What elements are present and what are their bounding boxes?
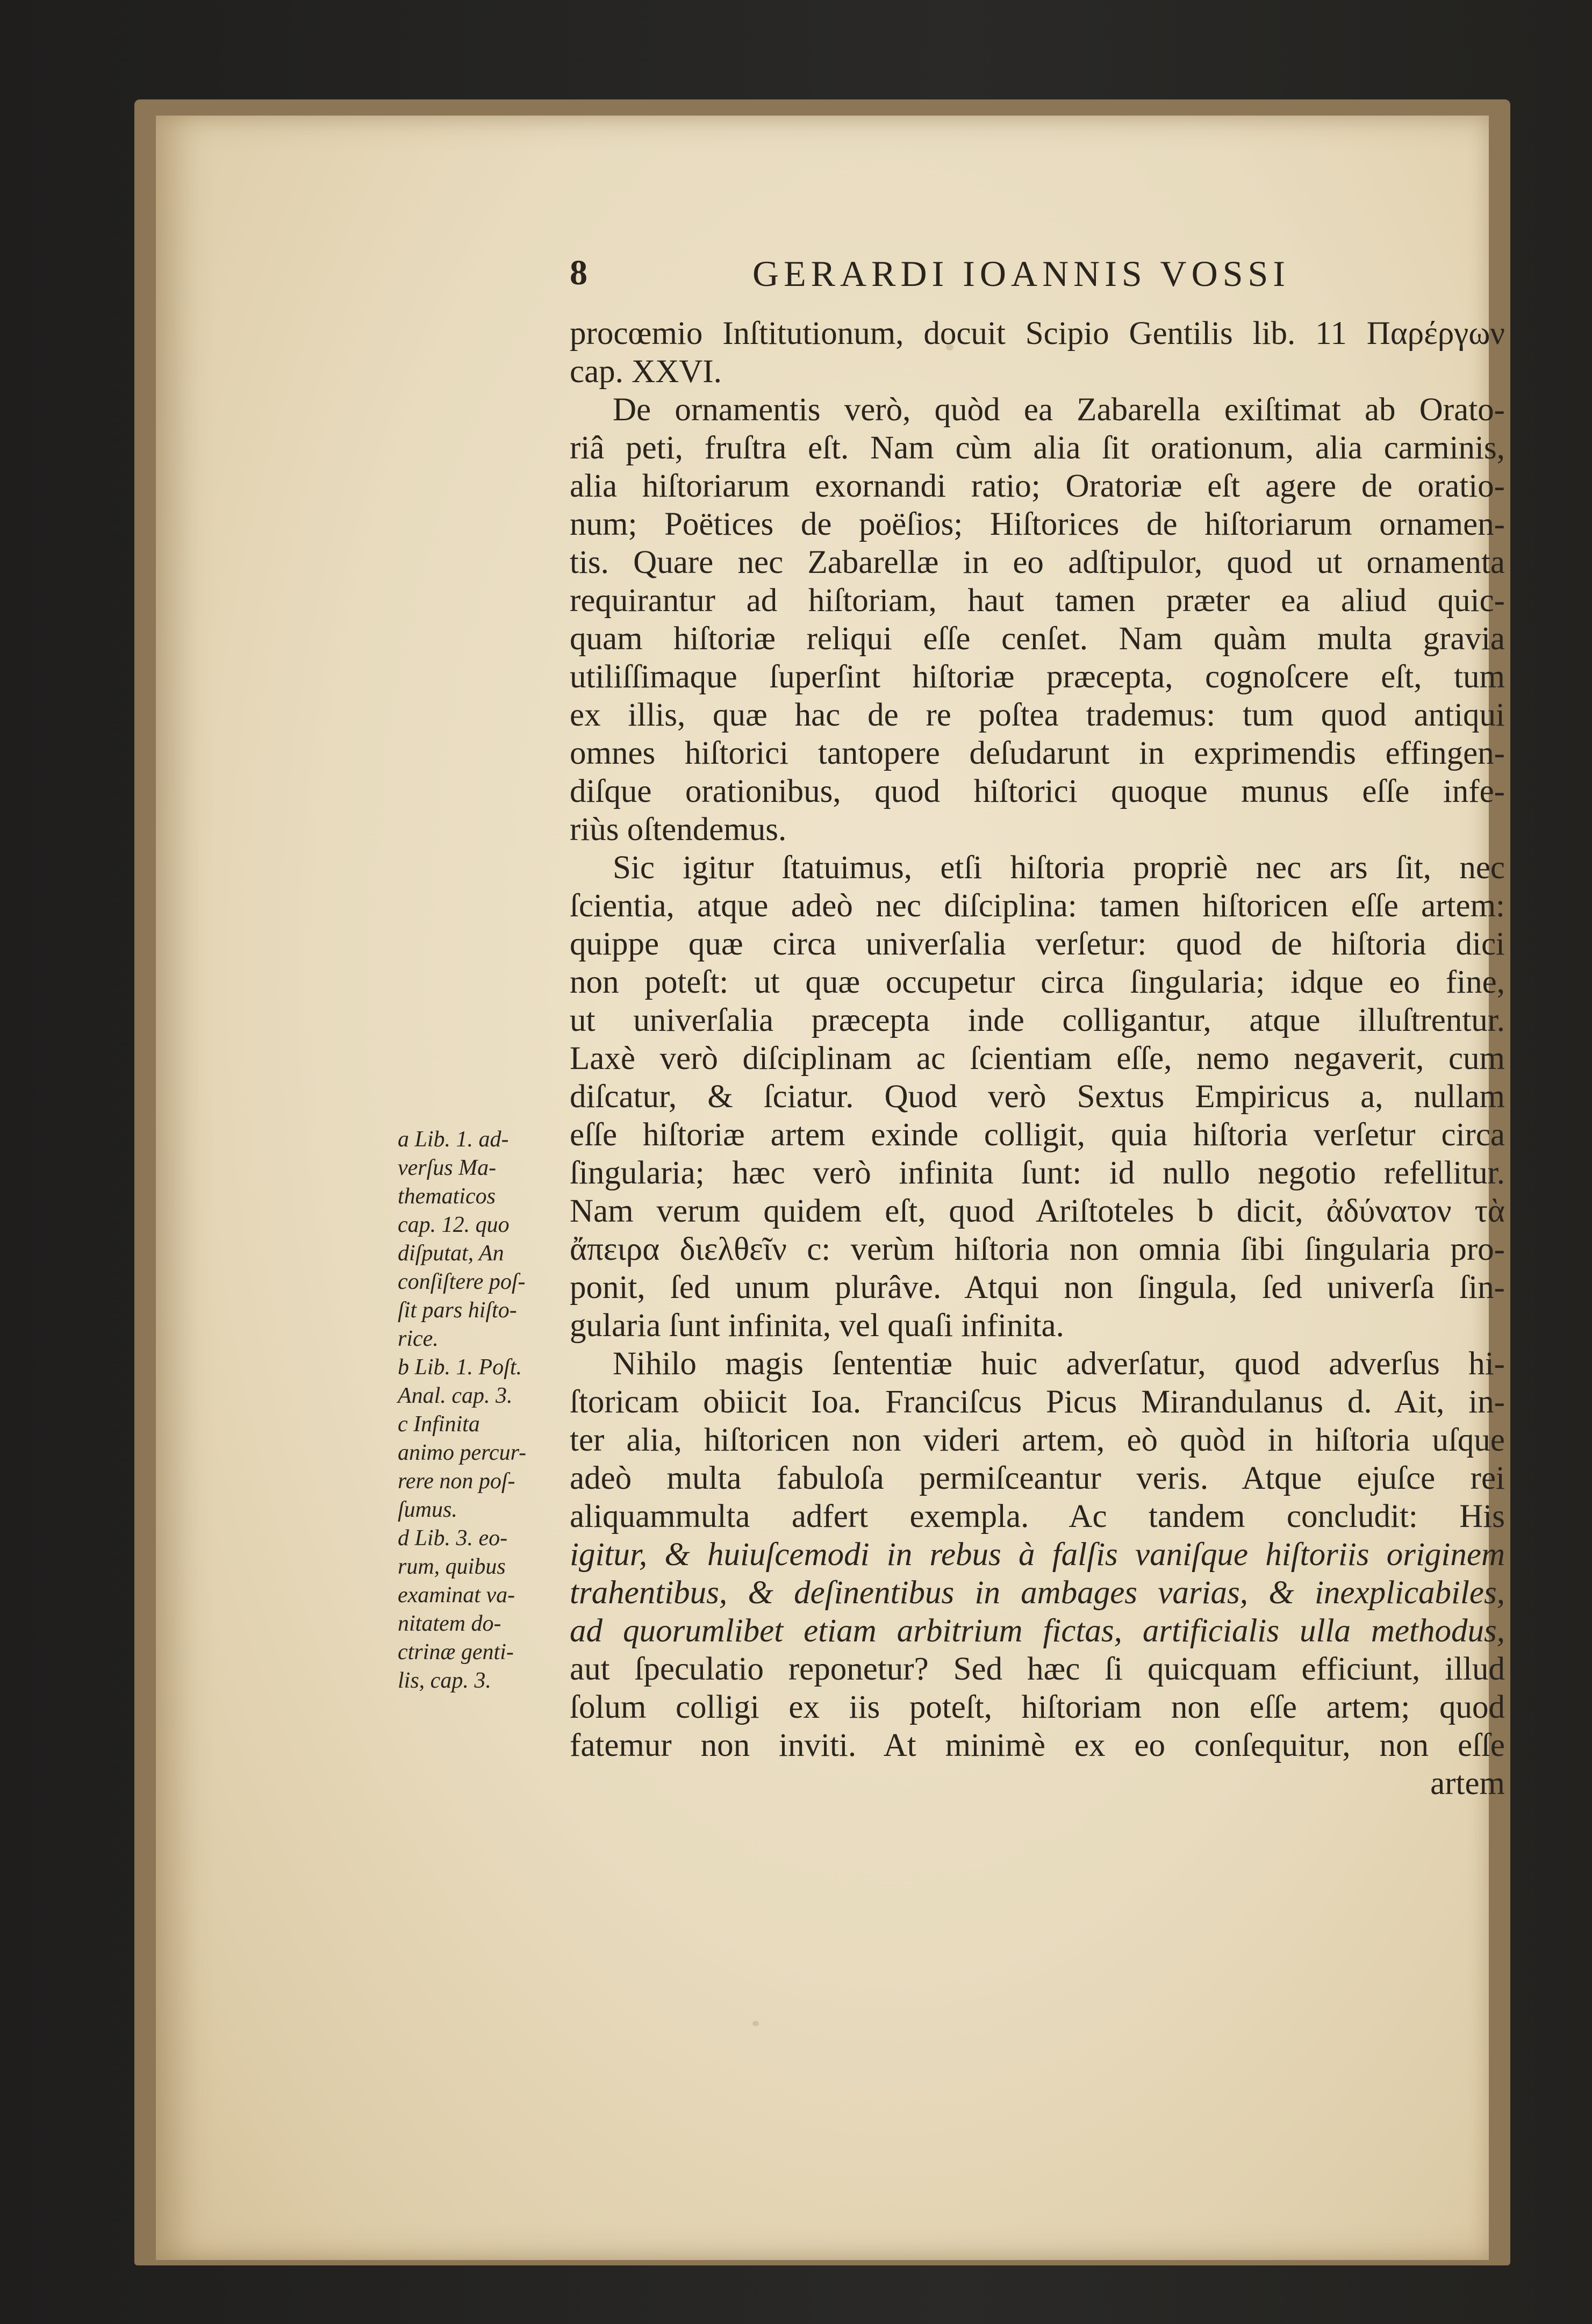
text-line: omnes hiſtorici tantopere deſudarunt in exprimendis effingen- (570, 735, 1505, 771)
text-line: quam hiſtoriæ reliqui eſſe cenſet. Nam quàm multa gravia (570, 621, 1505, 657)
text-line: diſque orationibus, quod hiſtorici quoque munus eſſe infe- (570, 773, 1505, 809)
text-line: cap. XXVI. (570, 354, 722, 390)
running-title: GERARDI IOANNIS VOSSI (752, 253, 1290, 294)
margin-note-line: nitatem do- (398, 1611, 501, 1636)
catchword: artem (1430, 1766, 1505, 1802)
margin-note-line: animo percur- (398, 1440, 527, 1465)
text-line: tis. Quare nec Zabarellæ in eo adſtipulor, quod ut ornamenta (570, 544, 1505, 580)
text-line: ſolum colligi ex iis poteſt, hiſtoriam non eſſe artem; quod (570, 1689, 1505, 1725)
margin-note-line: ſumus. (398, 1497, 457, 1522)
text-line: fatemur non inviti. At minimè ex eo conſequitur, non eſſe (570, 1727, 1505, 1763)
text-line: gularia ſunt infinita, vel quaſi infinita. (570, 1308, 1064, 1344)
text-line: quippe quæ circa univerſalia verſetur: quod de hiſtoria dici (570, 926, 1505, 962)
text-line: riùs oſtendemus. (570, 812, 787, 848)
text-line: eſſe hiſtoriæ artem exinde colligit, quia hiſtoria verſetur circa (570, 1117, 1505, 1153)
page-header (570, 253, 1322, 301)
text-line: ſingularia; hæc verò infinita ſunt: id nullo negotio refellitur. (570, 1155, 1505, 1191)
margin-note-line: thematicos (398, 1184, 496, 1209)
margin-note-line: d Lib. 3. eo- (398, 1526, 508, 1551)
margin-note-line: b Lib. 1. Poſt. (398, 1355, 522, 1380)
margin-note-line: examinat va- (398, 1583, 515, 1608)
text-line: aut ſpeculatio reponetur? Sed hæc ſi quicquam efficiunt, illud (570, 1651, 1505, 1687)
text-line: ἄπειρα διελθεῖν c: verùm hiſtoria non omnia ſibi ſingularia pro- (570, 1231, 1505, 1267)
margin-note-line: Anal. cap. 3. (398, 1383, 513, 1408)
margin-note-line: diſputat, An (398, 1241, 504, 1266)
text-line: adeò multa fabuloſa permiſceantur veris. Atque ejuſce rei (570, 1460, 1505, 1496)
text-line: De ornamentis verò, quòd ea Zabarella exiſtimat ab Orato- (613, 392, 1505, 428)
margin-note-line: rere non poſ- (398, 1469, 515, 1494)
margin-note-line: rice. (398, 1326, 439, 1351)
text-line: procœmio Inſtitutionum, docuit Scipio Gentilis lib. 11 Παρέργων (570, 315, 1505, 352)
text-line: ad quorumlibet etiam arbitrium fictas, artificialis ulla methodus, (570, 1613, 1505, 1649)
margin-note-line: rum, quibus (398, 1554, 506, 1579)
margin-note-line: c Infinita (398, 1412, 480, 1437)
text-line: Sic igitur ſtatuimus, etſi hiſtoria propriè nec ars ſit, nec (613, 850, 1505, 886)
text-line: Nihilo magis ſententiæ huic adverſatur, quod adverſus hi- (613, 1346, 1505, 1382)
margin-note-line: verſus Ma- (398, 1156, 497, 1180)
text-line: igitur, & huiuſcemodi in rebus à falſis vaniſque hiſtoriis originem (570, 1537, 1505, 1573)
margin-note-line: conſiſtere poſ- (398, 1269, 526, 1294)
margin-note-line: lis, cap. 3. (398, 1668, 491, 1693)
text-line: ponit, ſed unum plurâve. Atqui non ſingula, ſed univerſa ſin- (570, 1269, 1505, 1306)
text-line: ſcientia, atque adeò nec diſciplina: tamen hiſtoricen eſſe artem: (570, 888, 1505, 924)
text-line: utiliſſimaque ſuperſint hiſtoriæ præcepta, cognoſcere eſt, tum (570, 659, 1505, 695)
text-line: requirantur ad hiſtoriam, haut tamen præter ea aliud quic- (570, 583, 1505, 619)
margin-note-line: a Lib. 1. ad- (398, 1127, 509, 1152)
text-line: ex illis, quæ hac de re poſtea trademus: tum quod antiqui (570, 697, 1505, 733)
margin-note-line: ctrinæ genti- (398, 1640, 514, 1665)
margin-note-line: cap. 12. quo (398, 1213, 510, 1237)
text-line: ſtoricam obiicit Ioa. Franciſcus Picus Mirandulanus d. Ait, in- (570, 1384, 1505, 1420)
foxing-spot (752, 2021, 759, 2026)
text-line: diſcatur, & ſciatur. Quod verò Sextus Empiricus a, nullam (570, 1079, 1505, 1115)
text-line: Nam verum quidem eſt, quod Ariſtoteles b dicit, ἀδύνατον τὰ (570, 1193, 1505, 1229)
main-text (570, 314, 1505, 1803)
text-line: aliquammulta adfert exempla. Ac tandem concludit: His (570, 1498, 1505, 1534)
text-line: ut univerſalia præcepta inde colligantur, atque illuſtrentur. (570, 1002, 1505, 1038)
text-line: riâ peti, fruſtra eſt. Nam cùm alia ſit orationum, alia carminis, (570, 430, 1505, 466)
margin-notes (398, 1125, 559, 1695)
text-line: num; Poëtices de poëſios; Hiſtorices de hiſtoriarum ornamen- (570, 506, 1505, 542)
text-line: Laxè verò diſciplinam ac ſcientiam eſſe, nemo negaverit, cum (570, 1041, 1505, 1077)
text-line: trahentibus, & deſinentibus in ambages varias, & inexplicabiles, (570, 1575, 1505, 1611)
text-line: alia hiſtoriarum exornandi ratio; Oratoriæ eſt agere de oratio- (570, 468, 1505, 504)
margin-note-line: ſit pars hiſto- (398, 1298, 517, 1323)
text-line: non poteſt: ut quæ occupetur circa ſingularia; idque eo fine, (570, 964, 1505, 1000)
text-line: ter alia, hiſtoricen non videri artem, eò quòd in hiſtoria uſque (570, 1422, 1505, 1458)
page-number: 8 (570, 253, 587, 292)
